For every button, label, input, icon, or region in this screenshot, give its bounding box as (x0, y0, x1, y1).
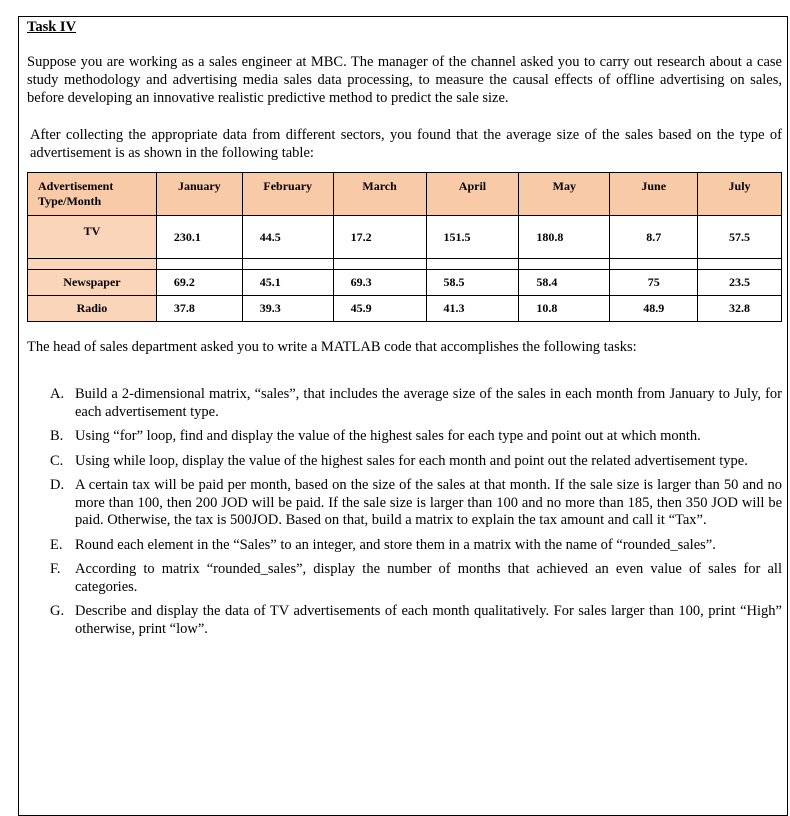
task-item-e (50, 537, 782, 555)
table-cell: 180.8 (519, 216, 610, 259)
month-header: January (156, 173, 242, 216)
table-cell: 151.5 (426, 216, 519, 259)
task-text: According to matrix “rounded_sales”, display the number of months that achieved an even value of sales for all categories. (75, 561, 782, 595)
table-cell: 48.9 (610, 296, 698, 322)
table-cell: 58.4 (519, 270, 610, 296)
table-cell: 57.5 (698, 216, 782, 259)
task-item-g (50, 603, 782, 638)
task-item-d (50, 477, 782, 530)
table-cell: 69.2 (156, 270, 242, 296)
row-label: Radio (28, 296, 157, 322)
task-item-c (50, 453, 782, 471)
task-item-f (50, 561, 782, 596)
table-row (28, 296, 782, 322)
table-cell: 75 (610, 270, 698, 296)
table-cell: 10.8 (519, 296, 610, 322)
table-cell: 39.3 (242, 296, 333, 322)
corner-header (28, 173, 157, 216)
task-text: Build a 2-dimensional matrix, “sales”, that includes the average size of the sales in each month from January to July, for each advertisement type. (75, 386, 782, 420)
task-letter: B. (50, 428, 64, 444)
table-row (28, 216, 782, 259)
table-cell: 37.8 (156, 296, 242, 322)
task-text: A certain tax will be paid per month, based on the size of the sales at that month. If the sale size is larger than 50 and no more than 100, then 200 JOD will be paid. If the sale size is larger than 100 and no more than 185, then 350 JOD will be paid. Otherwise, the tax is 500JOD. Based on that, build a matrix to explain the tax amount and call it “Tax”. (75, 477, 782, 528)
table-spacer-row (28, 259, 782, 270)
table-cell: 23.5 (698, 270, 782, 296)
task-letter: D. (50, 477, 65, 493)
row-label: TV (28, 216, 157, 259)
table-cell: 41.3 (426, 296, 519, 322)
table-cell: 17.2 (333, 216, 426, 259)
task-text: Using “for” loop, find and display the value of the highest sales for each type and point out at which month. (75, 428, 701, 444)
table-cell: 44.5 (242, 216, 333, 259)
month-header: April (426, 173, 519, 216)
task-letter: G. (50, 603, 65, 619)
collection-paragraph: After collecting the appropriate data from different sectors, you found that the average size of the sales based on the type of advertisement is as shown in the following table: (30, 127, 782, 161)
task-letter: C. (50, 452, 64, 469)
task-list (50, 386, 782, 645)
table-cell: 230.1 (156, 216, 242, 259)
task-text: Using while loop, display the value of the highest sales for each month and point out the related advertisement type. (75, 452, 748, 469)
task-letter: A. (50, 386, 65, 402)
intro-paragraph: Suppose you are working as a sales engineer at MBC. The manager of the channel asked you to carry out research about a case study methodology and advertising media sales data processing, to measure the causal effects of offline advertising on sales, before developing an innovative realistic predictive method to predict the sale size. (27, 54, 782, 106)
table-row (28, 270, 782, 296)
corner-header-line2: Type/Month (38, 194, 102, 208)
corner-header-line1: Advertisement (38, 179, 114, 193)
table-cell: 45.9 (333, 296, 426, 322)
task-letter: E. (50, 536, 63, 553)
month-header: March (333, 173, 426, 216)
table-cell: 69.3 (333, 270, 426, 296)
table-cell: 45.1 (242, 270, 333, 296)
task-item-b (50, 428, 782, 446)
task-text: Round each element in the “Sales” to an integer, and store them in a matrix with the name of “rounded_sales”. (75, 536, 716, 553)
table-header-row (28, 173, 782, 216)
task-title: Task IV (27, 19, 77, 35)
month-header: July (698, 173, 782, 216)
table-cell: 58.5 (426, 270, 519, 296)
head-paragraph: The head of sales department asked you to write a MATLAB code that accomplishes the following tasks: (27, 339, 637, 355)
table-cell: 8.7 (610, 216, 698, 259)
month-header: June (610, 173, 698, 216)
row-label: Newspaper (28, 270, 157, 296)
month-header: May (519, 173, 610, 216)
table-cell: 32.8 (698, 296, 782, 322)
month-header: February (242, 173, 333, 216)
task-text: Describe and display the data of TV advertisements of each month qualitatively. For sales larger than 100, print “High” otherwise, print “low”. (75, 603, 782, 637)
task-letter: F. (50, 561, 61, 577)
task-item-a (50, 386, 782, 421)
sales-table (27, 172, 782, 322)
